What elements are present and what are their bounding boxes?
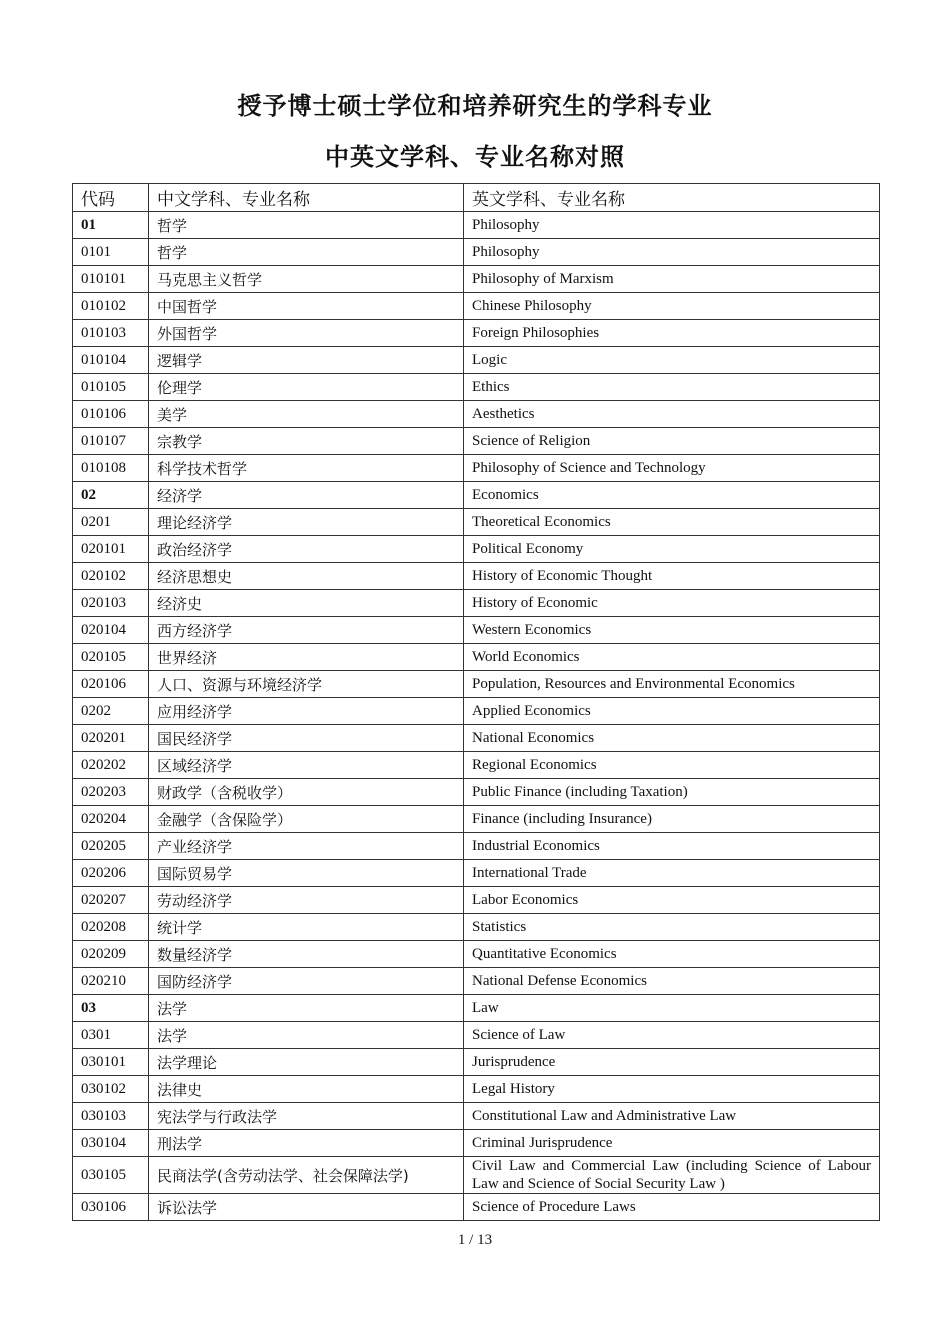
code-cell: 020204 [73, 806, 149, 833]
chinese-name-cell: 逻辑学 [149, 347, 464, 374]
english-name-cell: Philosophy [464, 212, 880, 239]
english-name-cell: Philosophy of Marxism [464, 266, 880, 293]
chinese-name-cell: 经济史 [149, 590, 464, 617]
chinese-name-cell: 区域经济学 [149, 752, 464, 779]
english-name-cell: Philosophy [464, 239, 880, 266]
table-row [73, 671, 880, 698]
table-row [73, 1076, 880, 1103]
english-name-cell: Political Economy [464, 536, 880, 563]
english-name-cell: Science of Procedure Laws [464, 1194, 880, 1221]
english-name-cell: Economics [464, 482, 880, 509]
code-cell: 020105 [73, 644, 149, 671]
table-row [73, 644, 880, 671]
english-name-cell: Civil Law and Commercial Law (including Science of Labour Law and Science of Social Security Law ) [464, 1157, 880, 1194]
table-row [73, 563, 880, 590]
table-row [73, 482, 880, 509]
code-cell: 020101 [73, 536, 149, 563]
chinese-name-cell: 国民经济学 [149, 725, 464, 752]
chinese-name-cell: 应用经济学 [149, 698, 464, 725]
chinese-name-cell: 世界经济 [149, 644, 464, 671]
english-name-cell: Regional Economics [464, 752, 880, 779]
code-cell: 02 [73, 482, 149, 509]
english-name-cell: Chinese Philosophy [464, 293, 880, 320]
english-name-cell: Western Economics [464, 617, 880, 644]
english-name-cell: Science of Religion [464, 428, 880, 455]
chinese-name-cell: 民商法学(含劳动法学、社会保障法学) [149, 1157, 464, 1194]
code-cell: 020205 [73, 833, 149, 860]
table-row [73, 320, 880, 347]
chinese-name-cell: 伦理学 [149, 374, 464, 401]
code-cell: 03 [73, 995, 149, 1022]
english-name-cell: Quantitative Economics [464, 941, 880, 968]
code-cell: 020206 [73, 860, 149, 887]
english-name-cell: Law [464, 995, 880, 1022]
code-cell: 01 [73, 212, 149, 239]
table-row [73, 509, 880, 536]
english-name-cell: Statistics [464, 914, 880, 941]
table-row [73, 1022, 880, 1049]
code-cell: 010108 [73, 455, 149, 482]
table-row [73, 995, 880, 1022]
chinese-name-cell: 劳动经济学 [149, 887, 464, 914]
english-name-cell: Logic [464, 347, 880, 374]
table-row [73, 428, 880, 455]
chinese-name-cell: 经济学 [149, 482, 464, 509]
chinese-name-cell: 西方经济学 [149, 617, 464, 644]
code-cell: 020209 [73, 941, 149, 968]
chinese-name-cell: 美学 [149, 401, 464, 428]
page-number: 1 / 13 [457, 1232, 493, 1248]
table-row [73, 266, 880, 293]
header-chinese-name: 中文学科、专业名称 [149, 184, 464, 212]
english-name-cell: Criminal Jurisprudence [464, 1130, 880, 1157]
chinese-name-cell: 哲学 [149, 239, 464, 266]
english-name-cell: International Trade [464, 860, 880, 887]
english-name-cell: Philosophy of Science and Technology [464, 455, 880, 482]
table-row [73, 401, 880, 428]
table-row [73, 914, 880, 941]
table-row [73, 617, 880, 644]
code-cell: 020203 [73, 779, 149, 806]
chinese-name-cell: 国际贸易学 [149, 860, 464, 887]
code-cell: 010104 [73, 347, 149, 374]
table-row [73, 698, 880, 725]
code-cell: 010105 [73, 374, 149, 401]
code-cell: 010101 [73, 266, 149, 293]
chinese-name-cell: 国防经济学 [149, 968, 464, 995]
table-row [73, 941, 880, 968]
chinese-name-cell: 法学理论 [149, 1049, 464, 1076]
code-cell: 0301 [73, 1022, 149, 1049]
english-name-cell: Finance (including Insurance) [464, 806, 880, 833]
header-english-name: 英文学科、专业名称 [464, 184, 880, 212]
chinese-name-cell: 理论经济学 [149, 509, 464, 536]
english-name-cell: Legal History [464, 1076, 880, 1103]
chinese-name-cell: 政治经济学 [149, 536, 464, 563]
table-row [73, 833, 880, 860]
chinese-name-cell: 金融学（含保险学） [149, 806, 464, 833]
chinese-name-cell: 宗教学 [149, 428, 464, 455]
document-title: 授予博士硕士学位和培养研究生的学科专业 [237, 92, 713, 120]
table-row [73, 806, 880, 833]
table-row [73, 536, 880, 563]
english-name-cell: Industrial Economics [464, 833, 880, 860]
table-row [73, 860, 880, 887]
chinese-name-cell: 中国哲学 [149, 293, 464, 320]
code-cell: 010102 [73, 293, 149, 320]
header-code: 代码 [73, 184, 149, 212]
table-row [73, 293, 880, 320]
code-cell: 020202 [73, 752, 149, 779]
english-name-cell: Foreign Philosophies [464, 320, 880, 347]
code-cell: 020106 [73, 671, 149, 698]
chinese-name-cell: 数量经济学 [149, 941, 464, 968]
chinese-name-cell: 人口、资源与环境经济学 [149, 671, 464, 698]
table-row [73, 212, 880, 239]
code-cell: 010107 [73, 428, 149, 455]
english-name-cell: World Economics [464, 644, 880, 671]
chinese-name-cell: 宪法学与行政法学 [149, 1103, 464, 1130]
table-row [73, 752, 880, 779]
english-name-cell: Theoretical Economics [464, 509, 880, 536]
code-cell: 030104 [73, 1130, 149, 1157]
table-row [73, 1130, 880, 1157]
table-row [73, 590, 880, 617]
code-cell: 020208 [73, 914, 149, 941]
chinese-name-cell: 法律史 [149, 1076, 464, 1103]
code-cell: 020210 [73, 968, 149, 995]
table-row [73, 887, 880, 914]
code-cell: 0202 [73, 698, 149, 725]
english-name-cell: Ethics [464, 374, 880, 401]
code-cell: 030102 [73, 1076, 149, 1103]
code-cell: 030103 [73, 1103, 149, 1130]
english-name-cell: National Defense Economics [464, 968, 880, 995]
chinese-name-cell: 外国哲学 [149, 320, 464, 347]
code-cell: 020104 [73, 617, 149, 644]
english-name-cell: History of Economic [464, 590, 880, 617]
code-cell: 020201 [73, 725, 149, 752]
discipline-table [72, 183, 880, 1221]
table-row [73, 1194, 880, 1221]
english-name-cell: Population, Resources and Environmental Economics [464, 671, 880, 698]
english-name-cell: Constitutional Law and Administrative Law [464, 1103, 880, 1130]
table-row [73, 1103, 880, 1130]
english-name-cell: Science of Law [464, 1022, 880, 1049]
chinese-name-cell: 法学 [149, 995, 464, 1022]
table-header-row [73, 184, 880, 212]
chinese-name-cell: 科学技术哲学 [149, 455, 464, 482]
chinese-name-cell: 刑法学 [149, 1130, 464, 1157]
chinese-name-cell: 产业经济学 [149, 833, 464, 860]
english-name-cell: History of Economic Thought [464, 563, 880, 590]
table-row [73, 455, 880, 482]
code-cell: 030105 [73, 1157, 149, 1194]
chinese-name-cell: 哲学 [149, 212, 464, 239]
code-cell: 010103 [73, 320, 149, 347]
code-cell: 030106 [73, 1194, 149, 1221]
table-row [73, 968, 880, 995]
chinese-name-cell: 诉讼法学 [149, 1194, 464, 1221]
code-cell: 020102 [73, 563, 149, 590]
code-cell: 0201 [73, 509, 149, 536]
english-name-cell: Labor Economics [464, 887, 880, 914]
table-row [73, 1049, 880, 1076]
table-row [73, 779, 880, 806]
table-row [73, 1157, 880, 1194]
english-name-cell: National Economics [464, 725, 880, 752]
chinese-name-cell: 经济思想史 [149, 563, 464, 590]
table-row [73, 347, 880, 374]
code-cell: 020103 [73, 590, 149, 617]
english-name-cell: Aesthetics [464, 401, 880, 428]
english-name-cell: Applied Economics [464, 698, 880, 725]
chinese-name-cell: 财政学（含税收学） [149, 779, 464, 806]
english-name-cell: Public Finance (including Taxation) [464, 779, 880, 806]
english-name-cell: Jurisprudence [464, 1049, 880, 1076]
chinese-name-cell: 马克思主义哲学 [149, 266, 464, 293]
chinese-name-cell: 统计学 [149, 914, 464, 941]
document-subtitle: 中英文学科、专业名称对照 [325, 143, 625, 171]
code-cell: 010106 [73, 401, 149, 428]
code-cell: 0101 [73, 239, 149, 266]
table-row [73, 725, 880, 752]
chinese-name-cell: 法学 [149, 1022, 464, 1049]
table-row [73, 239, 880, 266]
code-cell: 020207 [73, 887, 149, 914]
table-row [73, 374, 880, 401]
code-cell: 030101 [73, 1049, 149, 1076]
